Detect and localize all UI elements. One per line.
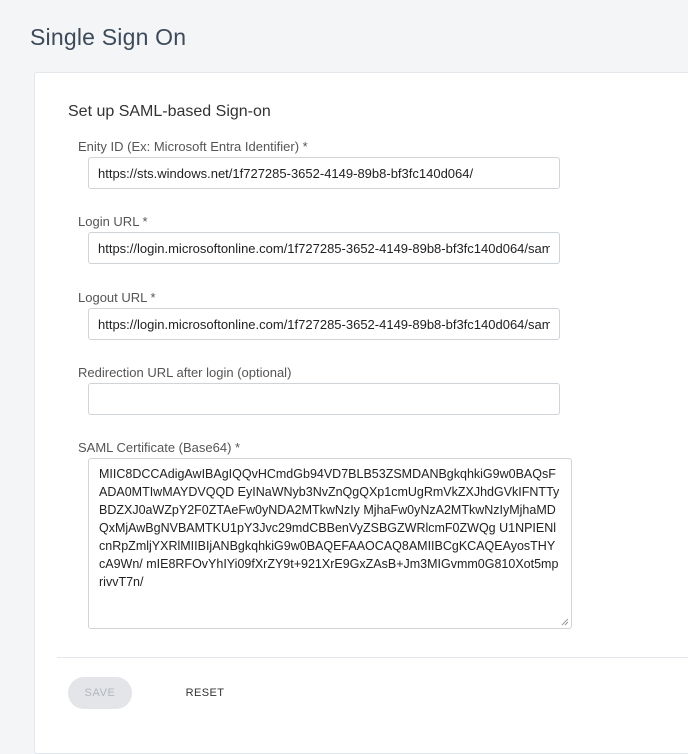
logout-url-input[interactable] — [88, 308, 560, 340]
logout-url-label: Logout URL * — [78, 290, 156, 305]
entity-id-label: Enity ID (Ex: Microsoft Entra Identifier) * — [78, 139, 308, 154]
certificate-label: SAML Certificate (Base64) * — [78, 440, 241, 455]
certificate-text: MIIC8DCCAdigAwIBAgIQQvHCmdGb94VD7BLB53ZSMDANBgkqhkiG9w0BAQsFADA0MTIwMAYDVQQD EyINaWNyb3NvZnQgQXp1cmUgRmVkZXJhdGVkIFNTTyBDZXJ0aWZpY2F0ZTAeFw0yNDA2MTkwNzIy MjhaFw0yNzA2MTkwNzIyMjhaMDQxMjAwBgNVBAMTKU1pY3Jvc29mdCBBenVyZSBGZWRlcmF0ZWQg U1NPIENlcnRpZmljYXRlMIIBIjANBgkqhkiG9w0BAQEFAAOCAQ8AMIIBCgKCAQEAyosTHYcA9Wn/ mIE8RFOvYhIYi09fXrZY9t+921XrE9GxZAsB+Jm3MIGvmm0G810Xot5mprivvT7n/ — [99, 467, 560, 589]
login-url-label: Login URL * — [78, 214, 148, 229]
saml-settings-card — [34, 72, 688, 754]
redirect-url-label: Redirection URL after login (optional) — [78, 365, 292, 380]
save-button[interactable]: SAVE — [68, 677, 132, 709]
section-title: Set up SAML-based Sign-on — [68, 103, 271, 120]
page-title: Single Sign On — [30, 24, 187, 50]
login-url-input[interactable] — [88, 232, 560, 264]
entity-id-input[interactable] — [88, 157, 560, 189]
reset-button[interactable]: RESET — [179, 677, 231, 709]
certificate-textarea[interactable] — [88, 458, 572, 629]
redirect-url-input[interactable] — [88, 383, 560, 415]
divider — [57, 657, 688, 658]
resize-grip-icon[interactable] — [561, 618, 569, 626]
